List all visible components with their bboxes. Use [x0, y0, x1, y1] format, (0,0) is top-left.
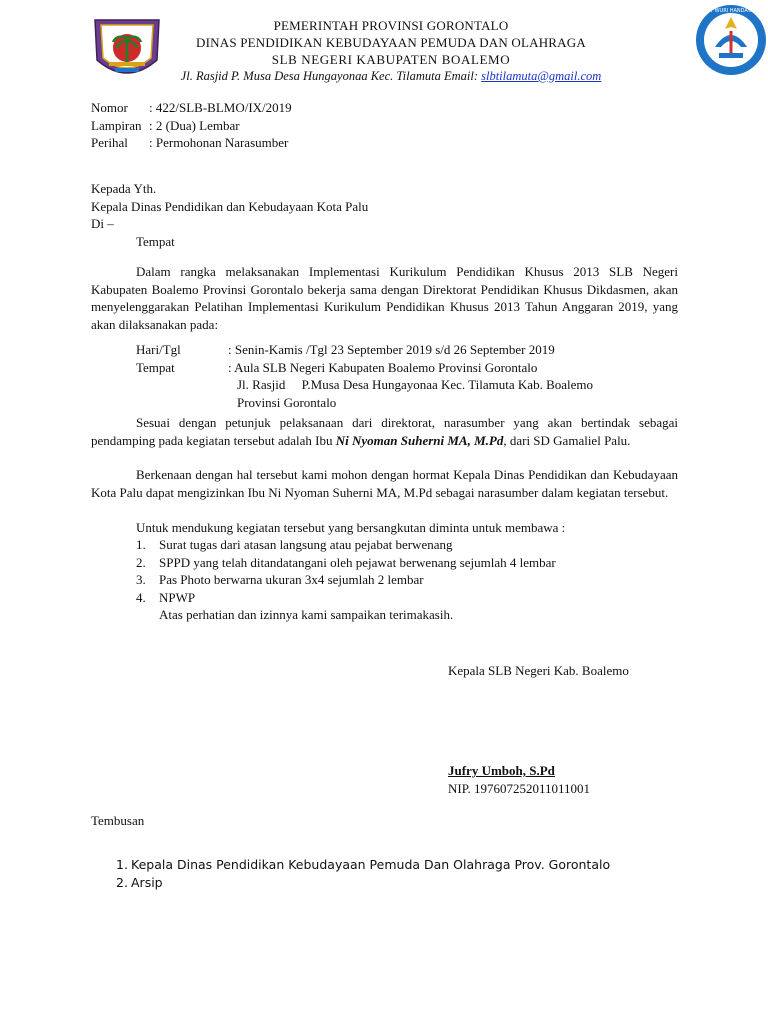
tembusan-label: Tembusan — [91, 813, 145, 828]
signature-title: Kepala SLB Negeri Kab. Boalemo — [448, 663, 629, 678]
paragraph-3: Berkenaan dengan hal tersebut kami mohon dengan hormat Kepala Dinas Pendidikan dan Kebudayaan Kota Palu dapat mengizinkan Ibu Ni Nyoman Suherni MA, M.Pd sebagai narasumber dalam kegiatan tersebut. — [91, 467, 678, 500]
lampiran-value: : 2 (Dua) Lembar — [149, 117, 240, 133]
tempat-label: Tempat — [136, 359, 175, 375]
signatory-name: Jufry Umboh, S.Pd — [448, 763, 555, 778]
nomor-label: Nomor — [91, 100, 128, 115]
right-logo-text: TUT WURI HANDAYANI — [703, 8, 759, 14]
requirements-list — [136, 536, 696, 624]
recipient-block — [91, 180, 591, 250]
list-item: 1. Surat tugas dari atasan langsung atau pejabat berwenang — [136, 537, 453, 552]
recipient-line4: Tempat — [136, 233, 175, 249]
paragraph-4: Untuk mendukung kegiatan tersebut yang bersangkutan diminta untuk membawa : — [136, 520, 566, 535]
nomor-value: : 422/SLB-BLMO/IX/2019 — [149, 100, 292, 115]
hari-label: Hari/Tgl — [136, 342, 181, 357]
list-item: 2. SPPD yang telah ditandatangani oleh pejawat berwenang sejumlah 4 lembar — [136, 554, 556, 570]
letterhead-line1: PEMERINTAH PROVINSI GORONTALO — [273, 18, 509, 33]
email-link[interactable]: slbtilamuta@gmail.com — [481, 69, 602, 83]
perihal-label: Perihal — [91, 135, 128, 150]
para2-text-a: Sesuai dengan petunjuk pelaksanaan dari direktorat, narasumber yang akan bertindak sebagai pendamping pada kegiatan tersebut adalah Ibu — [91, 415, 678, 448]
lampiran-label: Lampiran — [91, 117, 142, 133]
signatory-nip: NIP. 197607252011011001 — [448, 780, 591, 796]
tempat-value-1: : Aula SLB Negeri Kabupaten Boalemo Provinsi Gorontalo — [228, 359, 538, 375]
letterhead-line3: SLB NEGERI KABUPATEN BOALEMO — [271, 52, 511, 67]
paragraph-2 — [91, 414, 678, 449]
para2-text-b: , dari SD Gamaliel Palu. — [503, 432, 631, 448]
speaker-name: Ni Nyoman Suherni MA, M.Pd — [335, 432, 504, 448]
letter-meta — [91, 99, 511, 152]
letterhead-address — [150, 68, 632, 85]
tembusan-list — [116, 856, 716, 891]
list-item: 1. Kepala Dinas Pendidikan Kebudayaan Pemuda Dan Olahraga Prov. Gorontalo — [116, 857, 611, 872]
event-details — [136, 341, 696, 411]
recipient-line2: Kepala Dinas Pendidikan dan Kebudayaan Kota Palu — [91, 198, 369, 214]
tempat-value-3: Provinsi Gorontalo — [237, 394, 337, 410]
hari-value: : Senin-Kamis /Tgl 23 September 2019 s/d 26 September 2019 — [228, 342, 555, 357]
signature-block — [448, 762, 748, 797]
tempat-value-2: Jl. Rasjid P.Musa Desa Hungayonaa Kec. Tilamuta Kab. Boalemo — [237, 377, 594, 392]
letterhead-line2: DINAS PENDIDIKAN KEBUDAYAAN PEMUDA DAN OLAHRAGA — [196, 35, 586, 50]
closing-line: Atas perhatian dan izinnya kami sampaikan terimakasih. — [159, 607, 454, 622]
list-item: 3. Pas Photo berwarna ukuran 3x4 sejumlah 2 lembar — [136, 572, 424, 587]
address-text: Jl. Rasjid P. Musa Desa Hungayonaa Kec. Tilamuta Email: — [180, 69, 482, 83]
perihal-value: : Permohonan Narasumber — [149, 135, 289, 150]
letterhead — [150, 17, 632, 85]
list-item: 4. NPWP — [136, 589, 196, 605]
recipient-line3: Di – — [91, 216, 114, 231]
list-item: 2. Arsip — [116, 874, 163, 890]
paragraph-1: Dalam rangka melaksanakan Implementasi Kurikulum Pendidikan Khusus 2013 SLB Negeri Kabupaten Boalemo Provinsi Gorontalo bekerja sama dengan Direktorat Pendidikan Khusus Dikdasmen, akan menyelenggarakan Pelatihan Implementasi Kurikulum Pendidikan Khusus 2013 Tahun Anggaran 2019, yang akan dilaksanakan pada: — [91, 264, 678, 332]
tut-wuri-handayani-emblem — [693, 3, 768, 77]
recipient-line1: Kepada Yth. — [91, 181, 157, 196]
